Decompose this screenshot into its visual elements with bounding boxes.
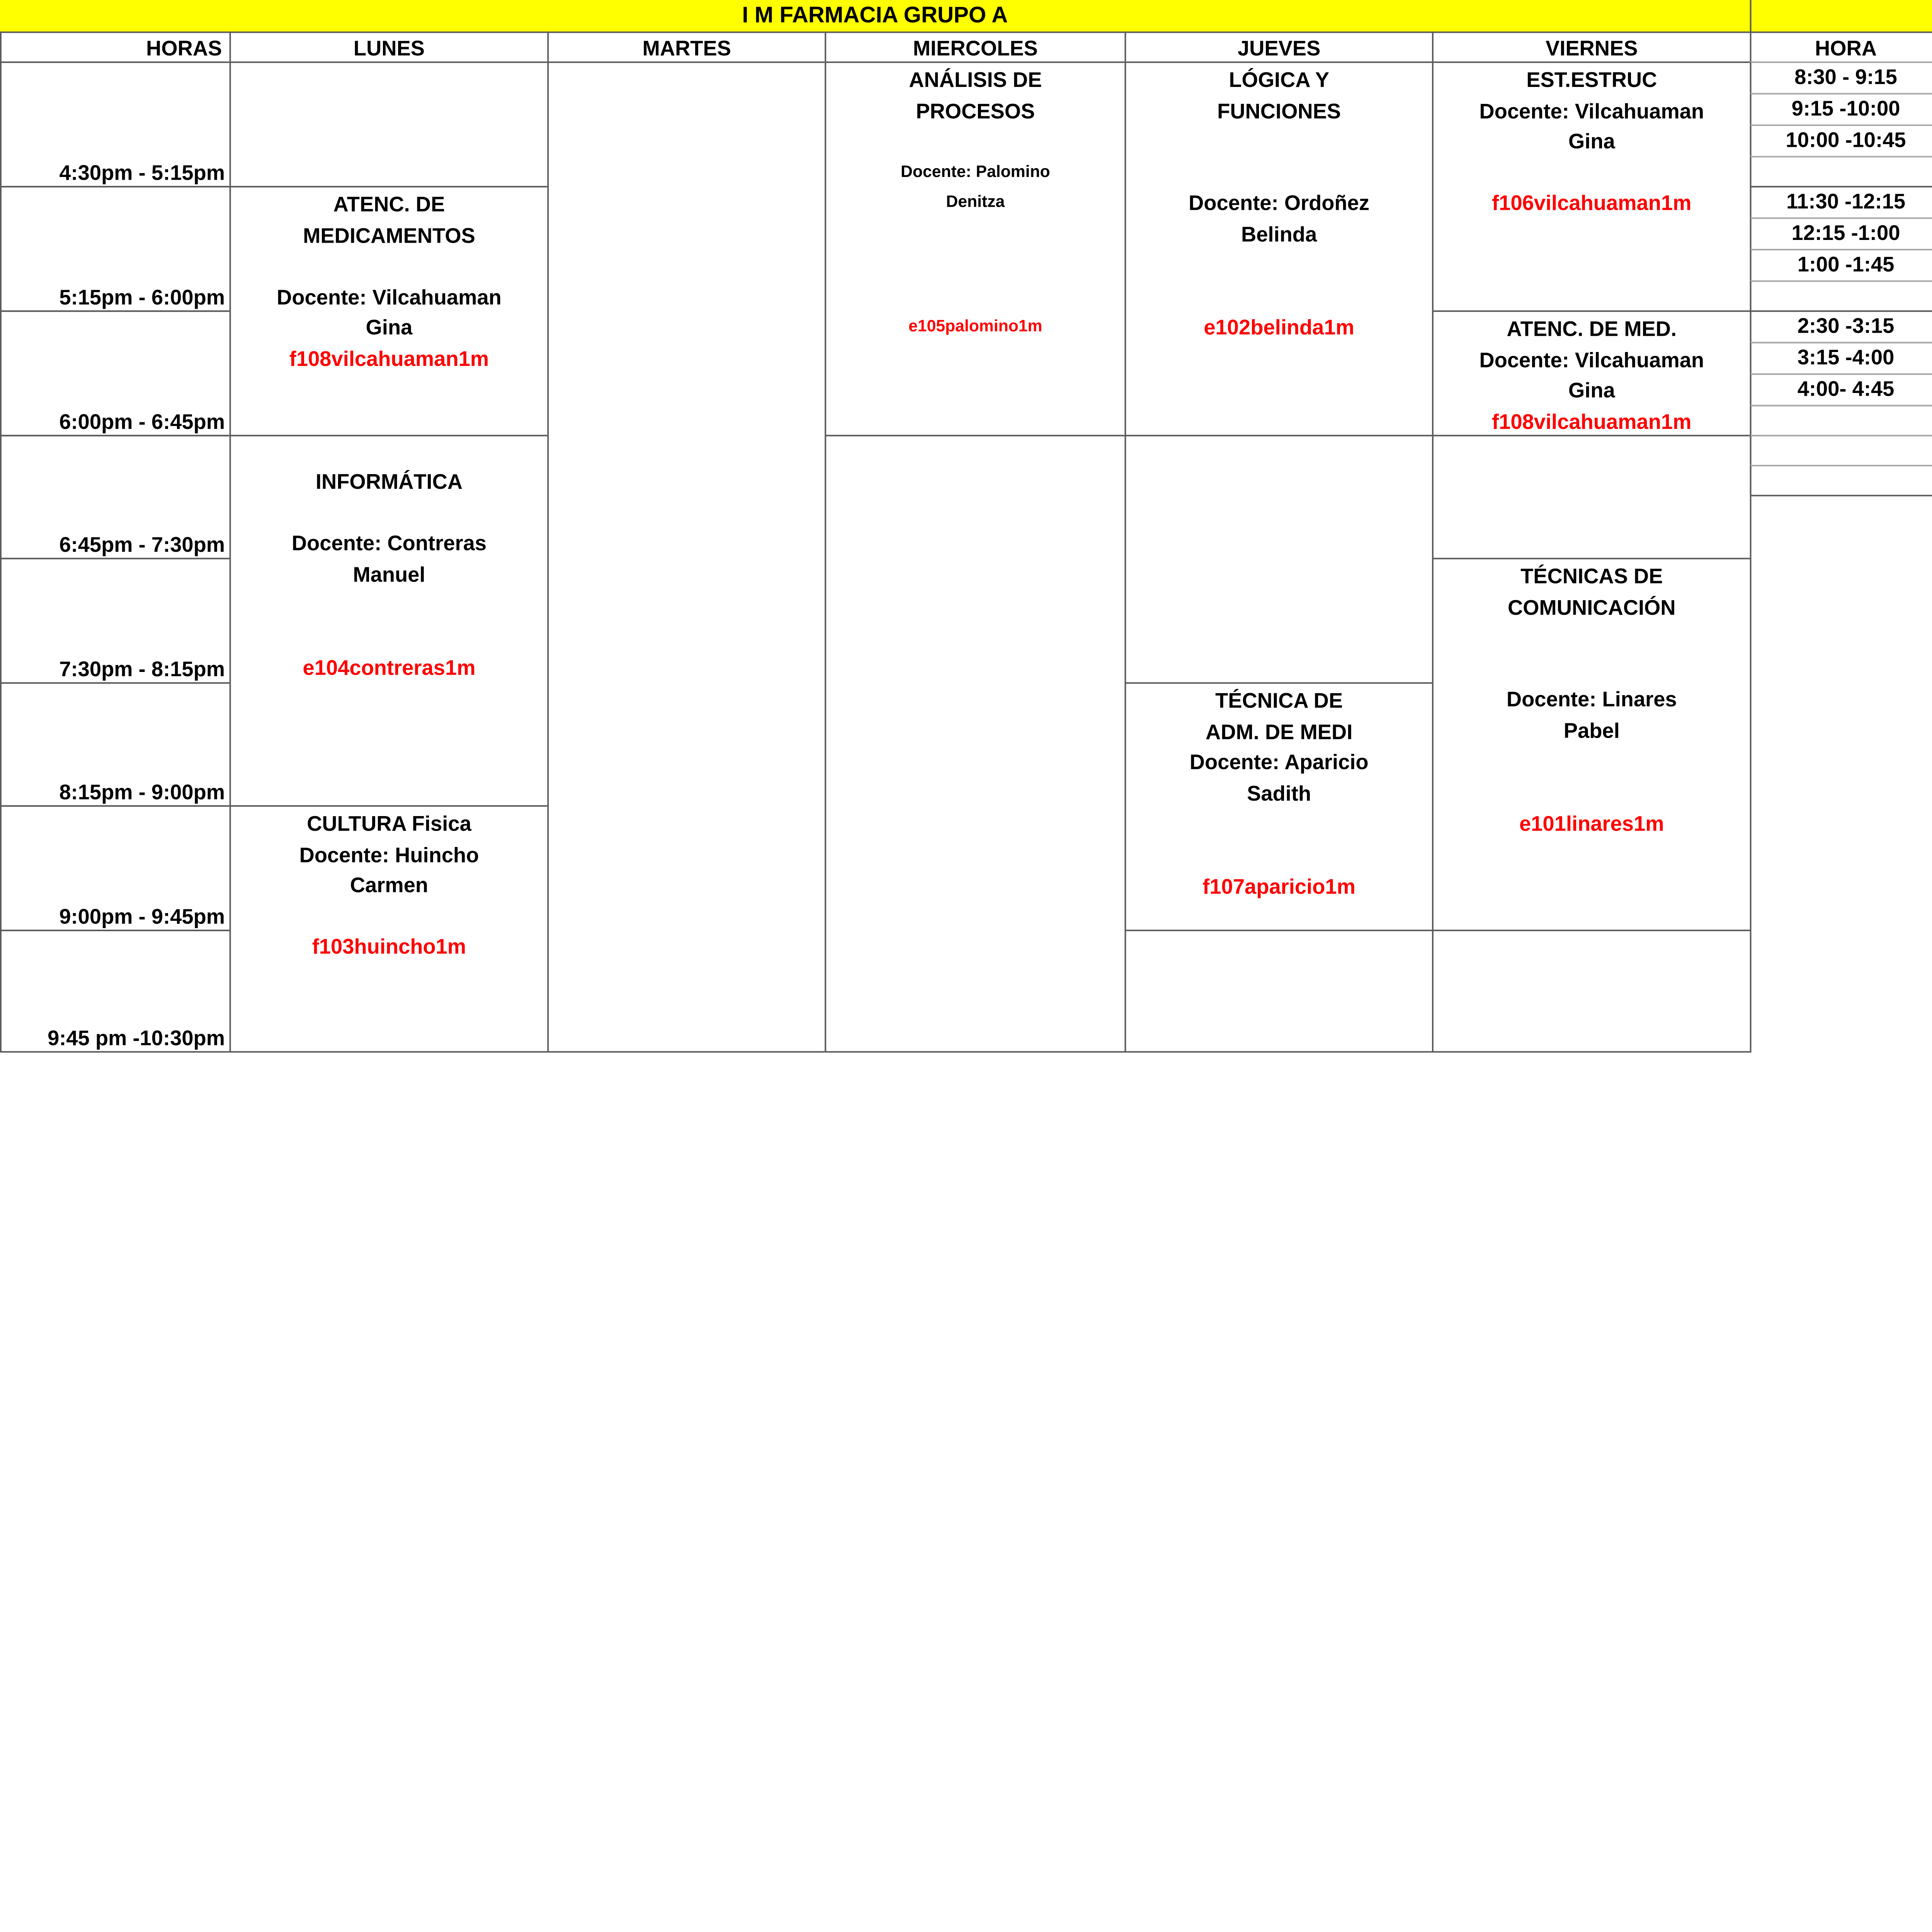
- teacher: Pabel: [1563, 718, 1620, 742]
- time-slot: 9:45 pm -10:30pm: [0, 930, 231, 1053]
- time-slot: 6:00pm - 6:45pm: [0, 310, 231, 436]
- schedule-title: I M FARMACIA GRUPO A: [742, 3, 1008, 29]
- time-slot: 7:30pm - 8:15pm: [0, 558, 231, 684]
- time-slot: 9:00pm - 9:45pm: [0, 805, 231, 931]
- header-viernes: VIERNES: [1432, 31, 1752, 63]
- teacher: Docente: Ordoñez: [1189, 191, 1370, 215]
- jueves-empty-cell: [1124, 930, 1433, 1053]
- teacher: Docente: Vilcahuaman: [277, 284, 502, 309]
- teacher: Docente: Vilcahuaman: [1479, 98, 1704, 122]
- teacher: Gina: [366, 315, 413, 340]
- martes-column: [547, 61, 826, 1053]
- course-code: e104contreras1m: [303, 655, 476, 679]
- header-jueves: JUEVES: [1124, 31, 1433, 63]
- course-name: ANÁLISIS DE: [909, 67, 1042, 92]
- course-name: FUNCIONES: [1217, 98, 1341, 122]
- time-slot: 8:15pm - 9:00pm: [0, 682, 231, 807]
- hora-slot: [1750, 465, 1932, 496]
- hora-slot: 2:30 -3:15: [1750, 310, 1932, 343]
- course-name: ATENC. DE MED.: [1507, 316, 1677, 340]
- teacher: Docente: Huincho: [299, 842, 479, 866]
- header-horas: HORAS: [0, 31, 231, 63]
- lunes-atenc-medicamentos: [230, 186, 549, 436]
- header-miercoles: MIERCOLES: [825, 31, 1126, 63]
- lunes-informatica: [230, 435, 549, 806]
- course-name: TÉCNICA DE: [1215, 688, 1343, 713]
- time-slot: 6:45pm - 7:30pm: [0, 435, 231, 559]
- time-slot: 4:30pm - 5:15pm: [0, 61, 231, 187]
- miercoles-analisis-procesos: [825, 61, 1126, 436]
- header-hora: HORA: [1750, 31, 1932, 63]
- hora-slot: [1750, 156, 1932, 187]
- lunes-cultura-fisica: [230, 805, 549, 1053]
- course-code: e102belinda1m: [1204, 314, 1354, 339]
- title-bar: [0, 0, 1932, 31]
- lunes-empty-cell: [230, 61, 549, 187]
- course-code: f106vilcahuaman1m: [1492, 191, 1692, 215]
- course-name: LÓGICA Y: [1229, 67, 1329, 92]
- title-segment-hora: [1750, 0, 1932, 31]
- teacher: Docente: Linares: [1506, 687, 1677, 711]
- jueves-tecnica-adm: [1124, 682, 1433, 931]
- teacher: Carmen: [350, 873, 429, 897]
- course-code: f107aparicio1m: [1202, 873, 1355, 898]
- course-code: f108vilcahuaman1m: [289, 346, 489, 371]
- course-code: f103huincho1m: [312, 935, 466, 959]
- course-code: e101linares1m: [1519, 811, 1664, 835]
- viernes-atenc-med: [1432, 310, 1752, 436]
- teacher: Gina: [1568, 129, 1615, 153]
- viernes-empty-cell: [1432, 930, 1752, 1053]
- viernes-tecnicas-comunicacion: [1432, 558, 1752, 931]
- hora-slot: 8:30 - 9:15: [1750, 61, 1932, 94]
- course-name: EST.ESTRUC: [1526, 67, 1657, 92]
- teacher: Manuel: [353, 562, 425, 586]
- teacher: Sadith: [1247, 781, 1311, 805]
- hora-slot: 10:00 -10:45: [1750, 124, 1932, 157]
- hora-slot: [1750, 405, 1932, 436]
- teacher: Docente: Contreras: [291, 531, 487, 555]
- course-name: MEDICAMENTOS: [303, 223, 475, 247]
- teacher: Denitza: [946, 194, 1005, 212]
- course-name: TÉCNICAS DE: [1520, 564, 1663, 588]
- course-name: PROCESOS: [916, 98, 1035, 122]
- hora-slot: 1:00 -1:45: [1750, 249, 1932, 282]
- hora-slot: [1750, 435, 1932, 466]
- hora-slot: 3:15 -4:00: [1750, 342, 1932, 375]
- hora-slot: 12:15 -1:00: [1750, 218, 1932, 250]
- teacher: Docente: Aparicio: [1189, 750, 1369, 774]
- time-slot: 5:15pm - 6:00pm: [0, 186, 231, 312]
- teacher: Belinda: [1241, 222, 1317, 246]
- course-code: e105palomino1m: [908, 317, 1043, 336]
- miercoles-empty-cell: [825, 435, 1126, 1053]
- course-name: ADM. DE MEDI: [1206, 719, 1353, 743]
- course-name: CULTURA Fisica: [307, 811, 471, 835]
- viernes-est-estruc: [1432, 61, 1752, 312]
- hora-slot: 11:30 -12:15: [1750, 186, 1932, 219]
- viernes-empty-cell: [1432, 435, 1752, 559]
- course-name: COMUNICACIÓN: [1507, 595, 1676, 619]
- hora-slot: 9:15 -10:00: [1750, 93, 1932, 126]
- teacher: Docente: Vilcahuaman: [1479, 347, 1704, 371]
- jueves-logica-funciones: [1124, 61, 1433, 436]
- header-martes: MARTES: [547, 31, 826, 63]
- teacher: Gina: [1568, 378, 1615, 402]
- hora-slot: 4:00- 4:45: [1750, 373, 1932, 406]
- course-code: f108vilcahuaman1m: [1492, 409, 1692, 433]
- course-name: ATENC. DE: [333, 192, 445, 216]
- course-name: INFORMÁTICA: [315, 469, 463, 493]
- header-lunes: LUNES: [230, 31, 549, 63]
- hora-slot: [1750, 281, 1932, 312]
- jueves-empty-cell: [1124, 435, 1433, 684]
- teacher: Docente: Palomino: [901, 163, 1050, 181]
